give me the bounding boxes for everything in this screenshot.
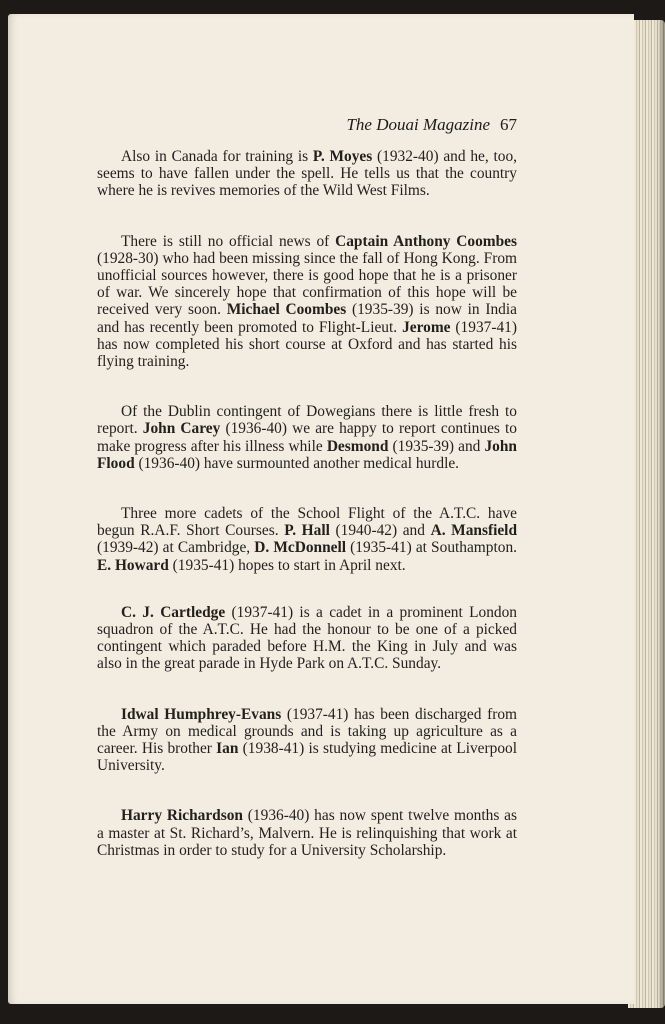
paragraph-coombes xyxy=(97,233,517,371)
paragraph-humphrey-evans xyxy=(97,706,517,775)
paragraph-text: (1937-41) has now completed his short course at Oxford and has started his flying training. xyxy=(97,318,517,371)
person-name: A. Mansfield xyxy=(430,522,518,540)
paragraph-text: (1935-41) at Southampton. xyxy=(346,539,517,557)
person-name: Ian xyxy=(216,740,239,758)
paragraph-text: (1935-39) and xyxy=(388,437,485,455)
paragraph-atc-cadets xyxy=(97,505,517,574)
person-name: Idwal Humphrey-Evans xyxy=(121,705,282,723)
paragraph-text: (1937-41) is a cadet in a prominent London squadron of the A.T.C. He had the honour to be one of a picked contingent which paraded before H.M. the King in July and was also in the great parade in Hyde Park on A.T.C. Sunday. xyxy=(97,603,517,673)
page-number: 67 xyxy=(500,115,517,134)
paragraph-text: Of the Dublin contingent of Dowegians there is little fresh to report. xyxy=(97,403,517,438)
person-name: P. Hall xyxy=(284,522,330,540)
paragraph-text: (1937-41) has been discharged from the Army on medical grounds and is taking up agriculture as a career. His brother xyxy=(97,705,517,758)
magazine-title: The Douai Magazine xyxy=(346,115,490,134)
person-name: John Carey xyxy=(142,420,221,438)
paragraph-text: (1935-39) is now in India and has recently been promoted to Flight-Lieut. xyxy=(97,301,517,336)
running-header xyxy=(346,115,517,135)
paragraph-text: (1936-40) have surmounted another medical hurdle. xyxy=(134,454,460,472)
paragraph-text: Three more cadets of the School Flight of the A.T.C. have begun R.A.F. Short Courses. xyxy=(97,505,517,540)
paragraph-moyes xyxy=(97,148,517,200)
person-name: Harry Richardson xyxy=(121,807,243,825)
person-name: P. Moyes xyxy=(312,148,373,165)
paragraph-text: (1936-40) has now spent twelve months as a master at St. Richard’s, Malvern. He is relinquishing that work at Christmas in order to study for a University Scholarship. xyxy=(97,807,517,859)
person-name: D. McDonnell xyxy=(254,539,347,557)
person-name: Jerome xyxy=(402,318,451,336)
paragraph-text: (1932-40) and he, too, seems to have fallen under the spell. He tells us that the country where he is revives memories of the Wild West Films. xyxy=(97,148,517,200)
article-body xyxy=(97,148,517,859)
paragraph-text: (1938-41) is studying medicine at Liverpool University. xyxy=(97,740,517,775)
person-name: C. J. Cartledge xyxy=(121,603,226,621)
person-name: E. Howard xyxy=(97,556,169,574)
paragraph-text: (1935-41) hopes to start in April next. xyxy=(168,556,406,574)
paragraph-text: (1939-42) at Cambridge, xyxy=(97,539,255,557)
person-name: John Flood xyxy=(97,437,517,472)
paragraph-text: (1936-40) we are happy to report continues to make progress after his illness while xyxy=(97,420,517,455)
person-name: Desmond xyxy=(326,437,389,455)
paragraph-richardson xyxy=(97,807,517,859)
paragraph-cartledge xyxy=(97,604,517,673)
paragraph-text: Also in Canada for training is xyxy=(121,148,313,165)
paragraph-dublin xyxy=(97,403,517,472)
person-name: Captain Anthony Coombes xyxy=(335,232,517,250)
person-name: Michael Coombes xyxy=(226,301,347,319)
paragraph-text: (1928-30) who had been missing since the fall of Hong Kong. From unofficial sources however, there is good hope that he is a prisoner of war. We sincerely hope that confirmation of this hope will be received very soon. xyxy=(97,249,517,319)
paragraph-text: There is still no official news of xyxy=(121,232,336,250)
paragraph-text: (1940-42) and xyxy=(329,522,431,540)
